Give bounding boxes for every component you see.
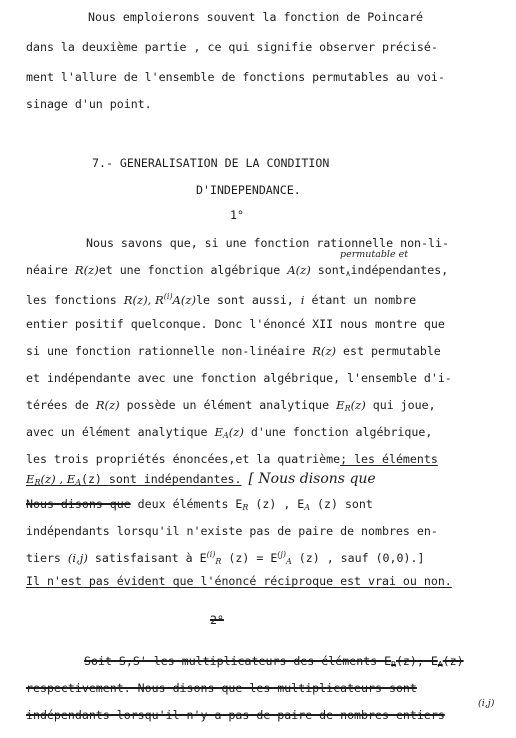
text-fragment: (z) = E bbox=[221, 551, 278, 565]
text-line bbox=[26, 548, 424, 569]
struck-text: (z), E bbox=[395, 654, 438, 668]
text-fragment: sont bbox=[310, 263, 346, 277]
text-line: dans la deuxième partie , ce qui signifie observer précisé- bbox=[26, 40, 438, 54]
math-term: R(z) bbox=[74, 263, 99, 277]
text-line bbox=[26, 425, 432, 443]
math-superscript: (j) bbox=[277, 550, 287, 559]
struck-text: Nous disons que bbox=[26, 497, 131, 511]
math-subscript: R bbox=[344, 404, 351, 413]
math-term: E bbox=[214, 425, 223, 439]
math-subscript: A bbox=[437, 660, 443, 669]
math-term: R(z) bbox=[312, 344, 337, 358]
math-term: R(z), R bbox=[123, 293, 164, 307]
text-fragment: néaire bbox=[26, 263, 75, 277]
text-line bbox=[26, 263, 448, 281]
text-line: et indépendante avec une fonction algébrique, l'ensemble d'i- bbox=[26, 371, 452, 385]
math-subscript: R bbox=[34, 478, 41, 487]
text-fragment: qui joue, bbox=[365, 398, 436, 412]
text-line bbox=[26, 344, 441, 358]
math-term: R(z) bbox=[95, 398, 120, 412]
text-fragment: (z) , E bbox=[248, 497, 305, 511]
text-line bbox=[26, 290, 416, 307]
text-line: indépendants lorsqu'il n'existe pas de paire de nombres en- bbox=[26, 524, 438, 538]
math-subscript: R bbox=[242, 503, 249, 512]
text-fragment: (z) sont indépendantes. bbox=[80, 472, 242, 486]
text-line bbox=[26, 497, 373, 515]
math-term: (i,j) bbox=[67, 551, 88, 565]
struck-text-line bbox=[26, 708, 445, 722]
subsection-number-struck: 2° bbox=[210, 613, 224, 627]
text-line bbox=[26, 472, 376, 490]
math-superscript: (i) bbox=[163, 292, 173, 301]
underlined-text bbox=[26, 472, 242, 486]
handwritten-addition: [ Nous disons que bbox=[248, 471, 376, 487]
struck-text-line bbox=[84, 654, 464, 672]
text-fragment: les fonctions bbox=[26, 293, 124, 307]
math-superscript: (i) bbox=[206, 550, 216, 559]
handwritten-insert: permutable et bbox=[340, 249, 409, 260]
math-subscript: A bbox=[286, 557, 292, 566]
text-fragment: térées de bbox=[26, 398, 96, 412]
text-fragment: possède un élément analytique bbox=[119, 398, 337, 412]
math-subscript: R bbox=[215, 557, 222, 566]
math-subscript: R bbox=[391, 660, 396, 669]
section-heading-cont: D'INDEPENDANCE. bbox=[196, 183, 301, 197]
math-term: A(z) bbox=[172, 293, 197, 307]
math-term: E bbox=[26, 472, 35, 486]
struck-text: indépendants lorsqu'il n'y a pas de paire de nombres entiers bbox=[26, 708, 445, 722]
text-fragment: satisfaisant à E bbox=[87, 551, 207, 565]
math-term: (z) , E bbox=[40, 472, 76, 486]
text-fragment: (z) sont bbox=[310, 497, 373, 511]
struck-text: (z) bbox=[442, 654, 464, 668]
math-subscript: A bbox=[75, 478, 81, 487]
text-line: sinage d'un point. bbox=[26, 97, 152, 111]
text-fragment: indépendantes, bbox=[350, 263, 449, 277]
text-line: ment l'allure de l'ensemble de fonctions permutables au voi- bbox=[26, 70, 445, 84]
text-fragment: et une fonction algébrique bbox=[98, 263, 288, 277]
underlined-text: ; les éléments bbox=[340, 452, 438, 466]
math-term: i bbox=[300, 293, 305, 307]
math-subscript: A bbox=[222, 431, 229, 440]
caret-mark: ∧ bbox=[345, 269, 351, 278]
text-fragment: deux éléments E bbox=[130, 497, 243, 511]
text-fragment: d'une fonction algébrique, bbox=[243, 425, 433, 439]
handwritten-insert: (i,j) bbox=[478, 698, 495, 709]
math-term: A(z) bbox=[287, 263, 311, 277]
text-fragment: (z) , sauf (0,0).] bbox=[291, 551, 425, 565]
text-fragment: les trois propriétés énoncées,et la quatrième bbox=[26, 452, 341, 466]
text-line: entier positif quelconque. Donc l'énoncé XII nous montre que bbox=[26, 317, 445, 331]
section-heading: 7.- GENERALISATION DE LA CONDITION bbox=[92, 156, 330, 170]
math-term: E bbox=[336, 398, 345, 412]
text-fragment: tiers bbox=[26, 551, 68, 565]
struck-text: Soit S,S' les multiplicateurs des éléments E bbox=[84, 654, 392, 668]
math-term: (z) bbox=[350, 398, 366, 412]
underlined-text-line: Il n'est pas évident que l'énoncé réciproque est vrai ou non. bbox=[26, 574, 452, 588]
text-line bbox=[26, 452, 438, 466]
math-term: (z) bbox=[228, 425, 244, 439]
subsection-number: 1° bbox=[230, 208, 244, 222]
text-fragment: est permutable bbox=[336, 344, 441, 358]
text-line: Nous savons que, si une fonction rationnelle non-li- bbox=[86, 236, 449, 250]
text-line bbox=[26, 398, 436, 416]
text-fragment: avec un élément analytique bbox=[26, 425, 215, 439]
text-fragment: le sont aussi, bbox=[196, 293, 301, 307]
text-line: Nous emploierons souvent la fonction de Poincaré bbox=[88, 10, 424, 24]
text-fragment: étant un nombre bbox=[304, 293, 417, 307]
math-subscript: A bbox=[304, 503, 311, 512]
text-fragment: si une fonction rationnelle non-linéaire bbox=[26, 344, 313, 358]
struck-text-line: respectivement. Nous disons que les multiplicateurs sont bbox=[26, 681, 417, 695]
